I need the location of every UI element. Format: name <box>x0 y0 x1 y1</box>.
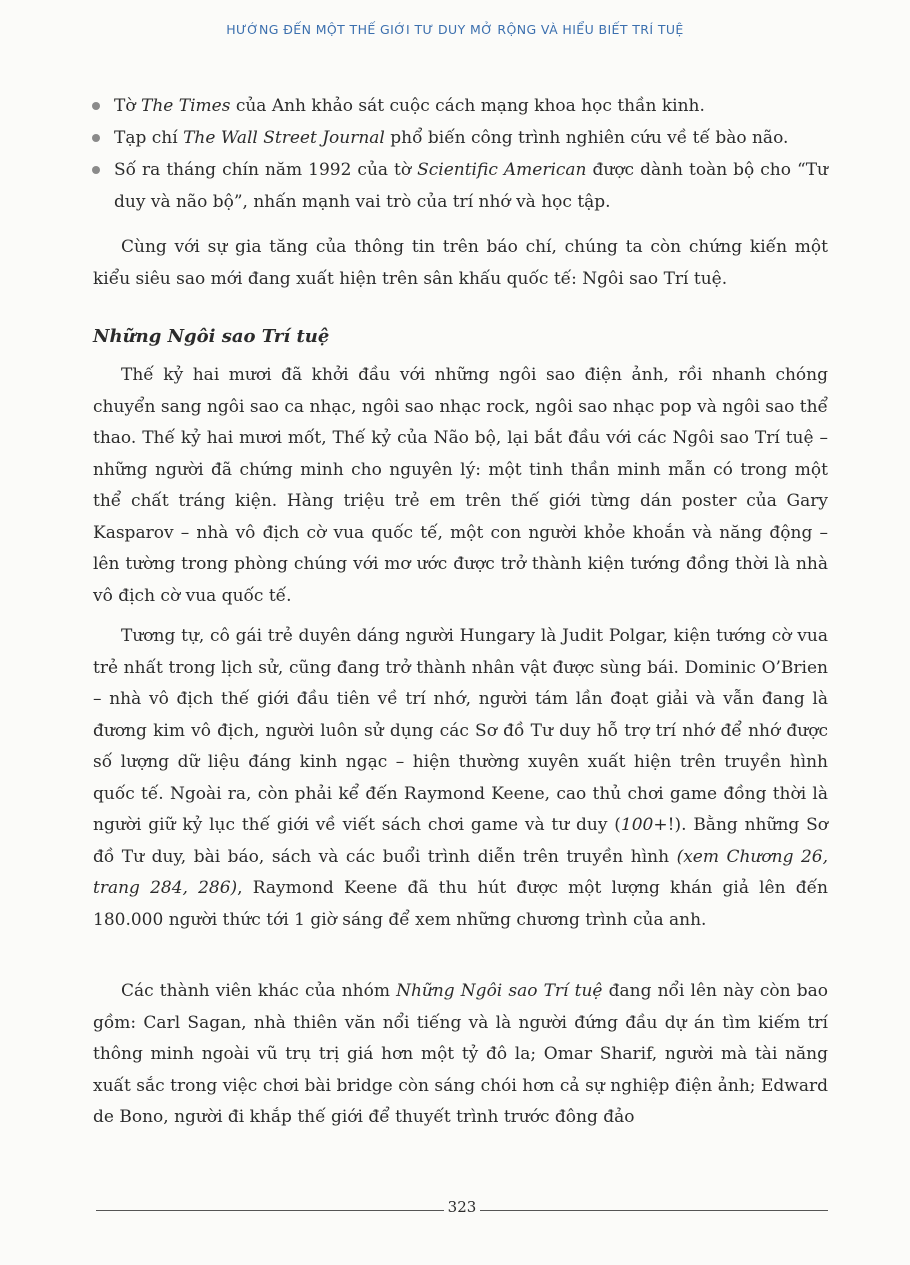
paragraph-2: Tương tự, cô gái trẻ duyên dáng người Hungary là Judit Polgar, kiện tướng cờ vua trẻ nhất trong lịch sử, cũng đang trở thành nhân vật được sùng bái. Dominic O’Brien – nhà vô địch thế giới đầu tiên về trí nhớ, người tám lần đoạt giải và vẫn đang là đương kim vô địch, người luôn sử dụng các Sơ đồ Tư duy hỗ trợ trí nhớ để nhớ được số lượng dữ liệu đáng kinh ngạc – hiện thường xuyên xuất hiện trên truyền hình quốc tế. Ngoài ra, còn phải kể đến Raymond Keene, cao thủ chơi game đồng thời là người giữ kỷ lục thế giới về viết sách chơi game và tư duy (100+!). Bằng những Sơ đồ Tư duy, bài báo, sách và các buổi trình diễn trên truyền hình (xem Chương 26, trang 284, 286), Raymond Keene đã thu hút được một lượng khán giả lên đến 180.000 người thức tới 1 giờ sáng để xem những chương trình của anh. <box>93 626 829 930</box>
page-footer <box>96 1198 828 1218</box>
list-item: Số ra tháng chín năm 1992 của tờ Scientific American được dành toàn bộ cho “Tư duy và não bộ”, nhấn mạnh vai trò của trí nhớ và học tập. <box>88 154 828 218</box>
footer-rule-right <box>480 1210 828 1211</box>
bullet-list <box>88 90 828 218</box>
list-item: Tờ The Times của Anh khảo sát cuộc cách mạng khoa học thần kinh. <box>88 90 828 122</box>
section-heading: Những Ngôi sao Trí tuệ <box>93 326 330 347</box>
bullet-icon <box>92 102 100 110</box>
list-item: Tạp chí The Wall Street Journal phổ biến công trình nghiên cứu về tế bào não. <box>88 122 828 154</box>
bullet-icon <box>92 134 100 142</box>
page-number: 323 <box>447 1198 477 1216</box>
intro-paragraph: Cùng với sự gia tăng của thông tin trên báo chí, chúng ta còn chứng kiến một kiểu siêu sao mới đang xuất hiện trên sân khấu quốc tế: Ngôi sao Trí tuệ. <box>93 237 828 289</box>
paragraph-3: Các thành viên khác của nhóm Những Ngôi sao Trí tuệ đang nổi lên này còn bao gồm: Carl Sagan, nhà thiên văn nổi tiếng và là người đứng đầu dự án tìm kiếm trí thông minh ngoài vũ trụ trị giá hơn một tỷ đô la; Omar Sharif, người mà tài năng xuất sắc trong việc chơi bài bridge còn sáng chói hơn cả sự nghiệp điện ảnh; Edward de Bono, người đi khắp thế giới để thuyết trình trước đông đảo <box>93 981 828 1127</box>
bullet-icon <box>92 166 100 174</box>
paragraph-1: Thế kỷ hai mươi đã khởi đầu với những ngôi sao điện ảnh, rồi nhanh chóng chuyển sang ngôi sao ca nhạc, ngôi sao nhạc rock, ngôi sao nhạc pop và ngôi sao thể thao. Thế kỷ hai mươi mốt, Thế kỷ của Não bộ, lại bắt đầu với các Ngôi sao Trí tuệ – những người đã chứng minh cho nguyên lý: một tinh thần minh mẫn có trong một thể chất tráng kiện. Hàng triệu trẻ em trên thế giới từng dán poster của Gary Kasparov – nhà vô địch cờ vua quốc tế, một con người khỏe khoắn và năng động – lên tường trong phòng chúng với mơ ước được trở thành kiện tướng đồng thời là nhà vô địch cờ vua quốc tế. <box>93 365 828 606</box>
running-header: HƯỚNG ĐẾN MỘT THẾ GIỚI TƯ DUY MỞ RỘNG VÀ HIỂU BIẾT TRÍ TUỆ <box>226 22 684 37</box>
